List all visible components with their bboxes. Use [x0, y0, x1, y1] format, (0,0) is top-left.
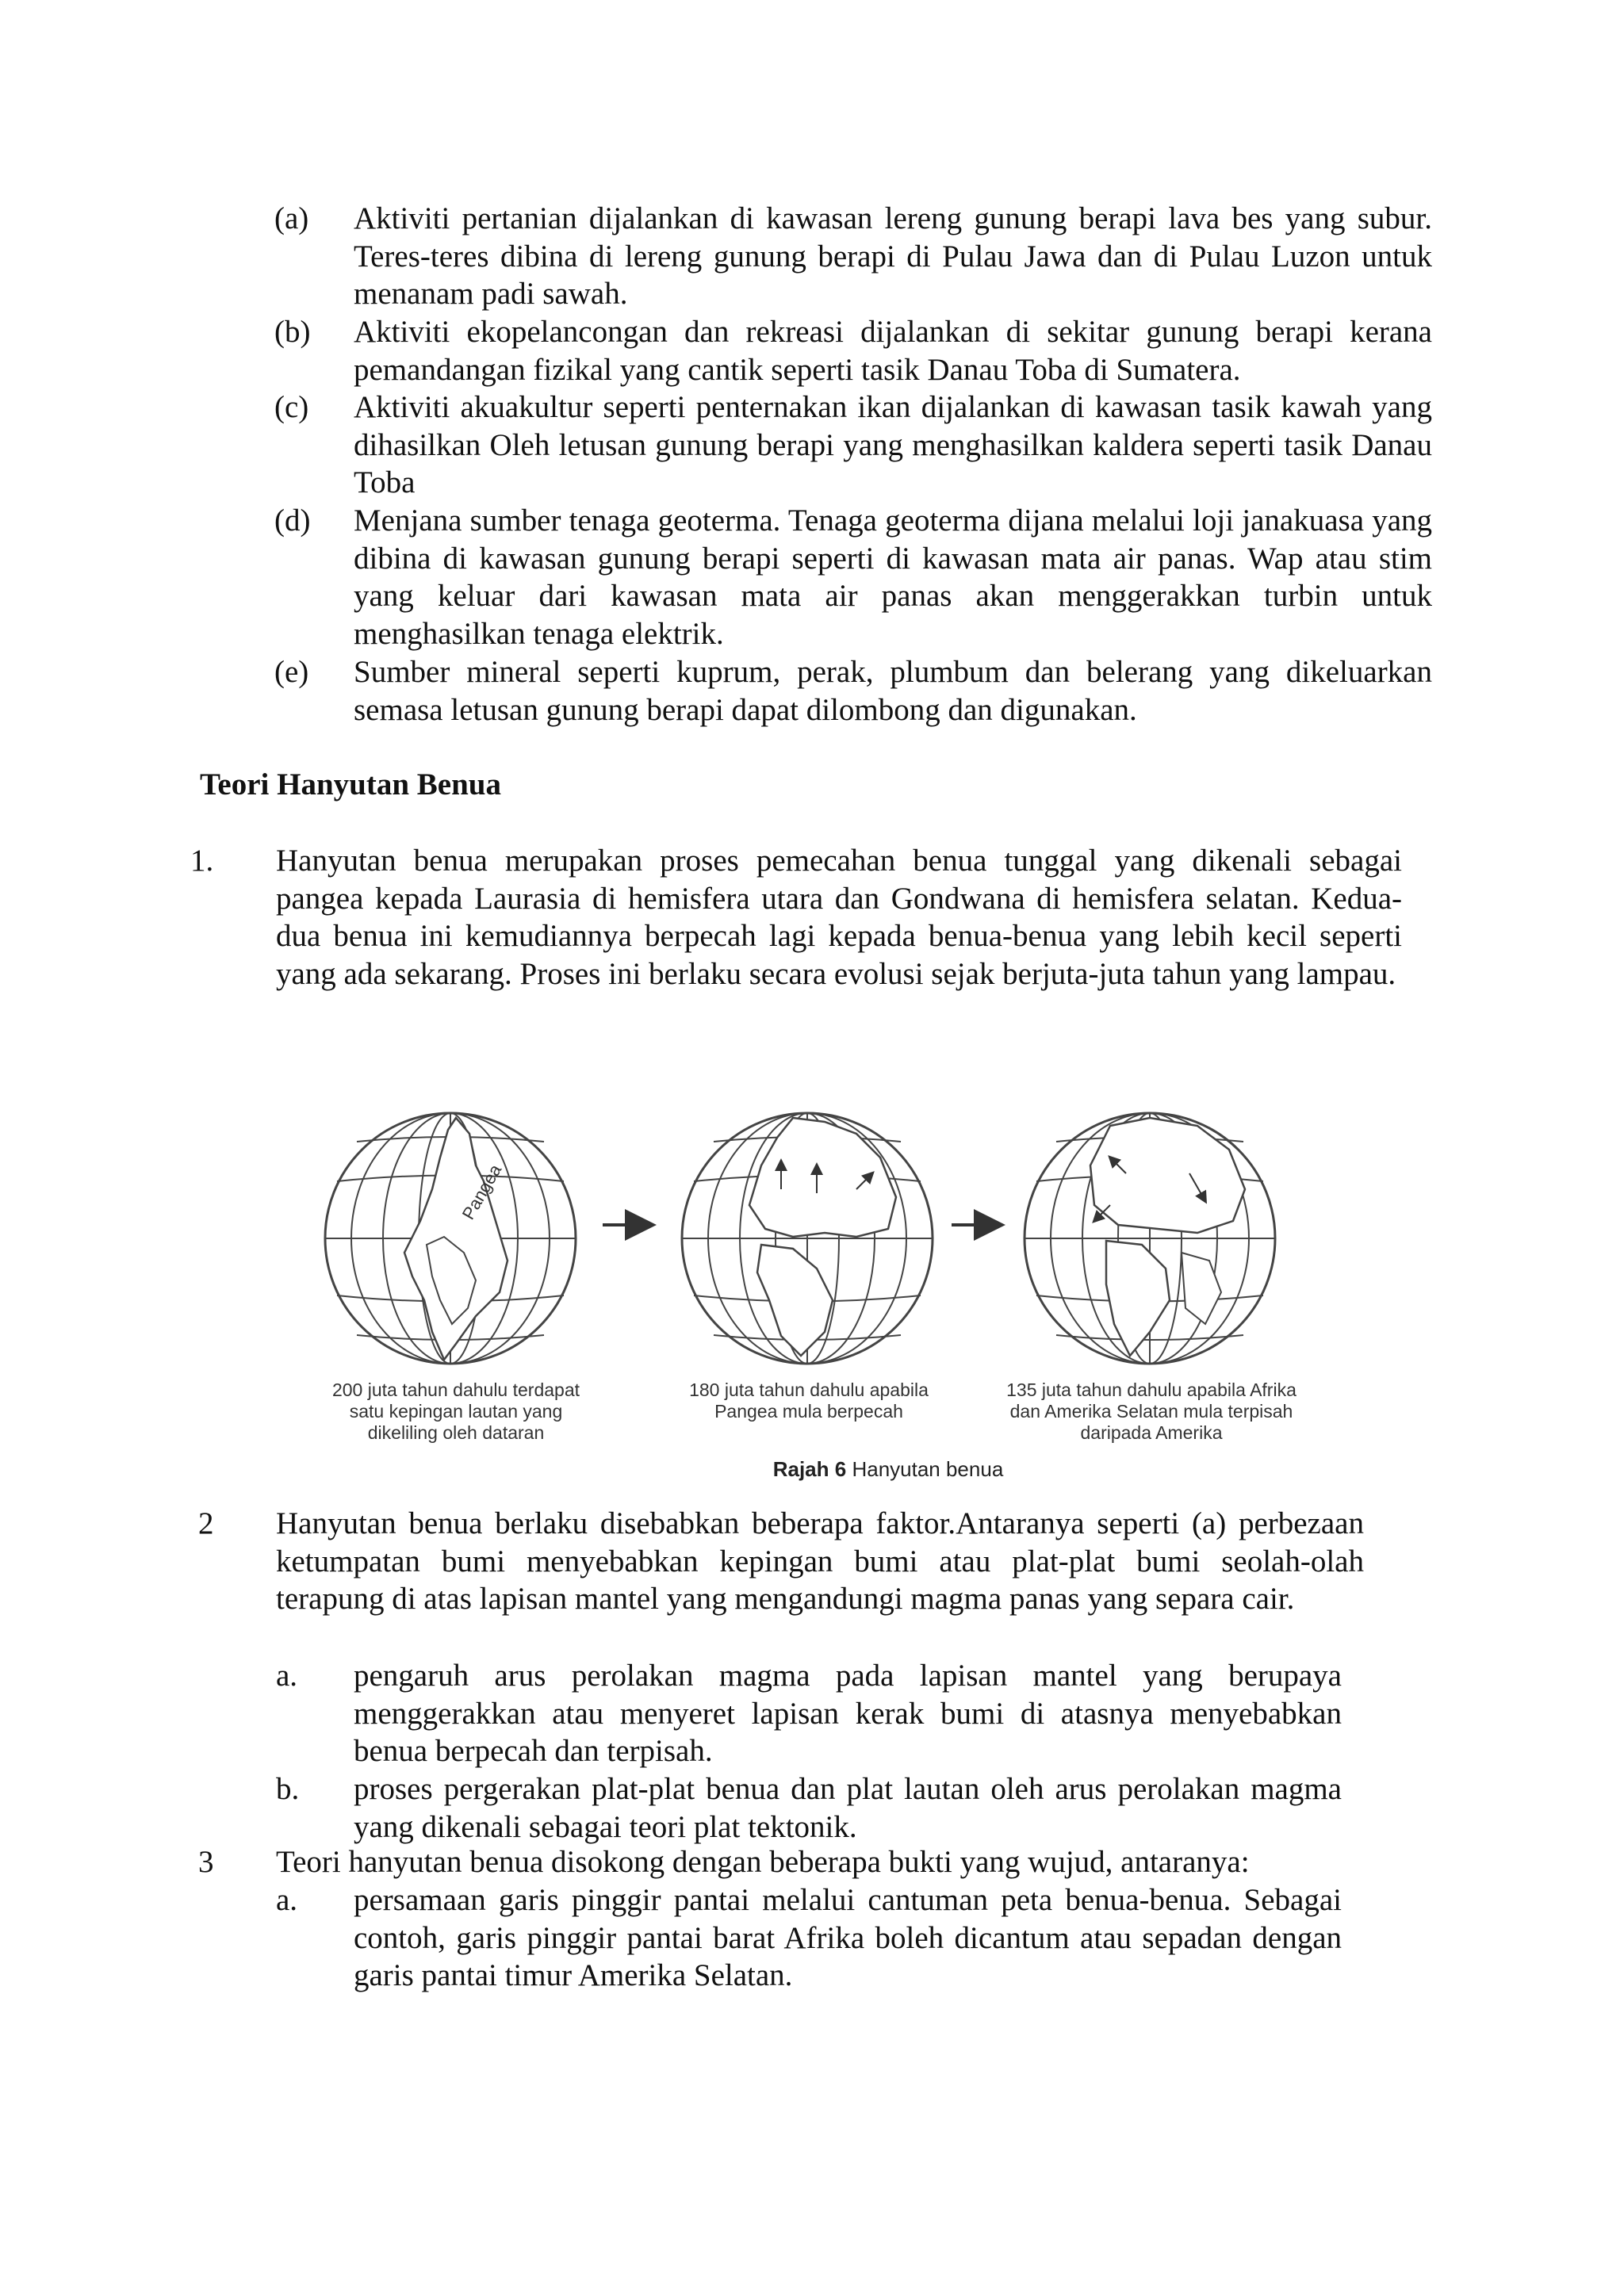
list-label: (b) — [274, 315, 311, 349]
caption-135-million: 135 juta tahun dahulu apabila Afrika dan Amerika Selatan mula terpisah daripada Amerika — [1006, 1380, 1297, 1443]
pangea-label: Pangea — [458, 1161, 506, 1223]
globe-200-million-years — [325, 1113, 576, 1364]
numbered-point-1 — [190, 842, 1402, 1032]
sub-label: b. — [276, 1772, 300, 1806]
continental-drift-figure — [0, 1062, 1624, 1490]
caption-200-million: 200 juta tahun dahulu terdapat satu kepingan lautan yang dikeliling oleh dataran — [331, 1380, 580, 1443]
sub-item-3a — [276, 1881, 1342, 1996]
numbered-point-3 — [198, 1843, 1364, 1883]
list-label: (d) — [274, 503, 311, 538]
figure-number: Rajah 6 — [772, 1457, 847, 1481]
figure-title — [690, 1457, 1086, 1482]
globe-180-million-years — [682, 1113, 933, 1364]
list-item-c — [274, 388, 1432, 503]
sub-label: a. — [276, 1883, 298, 1917]
point-text: Teori hanyutan benua disokong dengan beberapa bukti yang wujud, antaranya: — [276, 1845, 1250, 1879]
point-text: Hanyutan benua berlaku disebabkan beberapa faktor.Antaranya seperti (a) perbezaan ketumpatan bumi menyebabkan kepingan bumi atau plat-plat bumi seolah-olah terapung di atas lapisan mantel yang mengandungi magma panas yang separa cair. — [276, 1506, 1364, 1616]
sub-text: persamaan garis pinggir pantai melalui cantuman peta benua-benua. Sebagai contoh, garis pinggir pantai barat Afrika boleh dicantum atau sepadan dengan garis pantai timur Amerika Selatan. — [354, 1883, 1342, 1992]
point-number: 3 — [198, 1845, 214, 1879]
list-text: Aktiviti pertanian dijalankan di kawasan lereng gunung berapi lava bes yang subur. Teres-teres dibina di lereng gunung berapi di Pulau Jawa dan di Pulau Luzon untuk menanam padi sawah. — [354, 201, 1432, 311]
list-label: (c) — [274, 390, 309, 424]
sub-item-2a — [276, 1657, 1342, 1772]
sub-text: proses pergerakan plat-plat benua dan plat lautan oleh arus perolakan magma yang dikenali sebagai teori plat tektonik. — [354, 1772, 1342, 1844]
list-text: Aktiviti ekopelancongan dan rekreasi dijalankan di sekitar gunung berapi kerana pemandangan fizikal yang cantik seperti tasik Danau Toba di Sumatera. — [354, 315, 1432, 387]
figure-title-text: Hanyutan benua — [852, 1457, 1004, 1481]
list-text: Sumber mineral seperti kuprum, perak, plumbum dan belerang yang dikeluarkan semasa letusan gunung berapi dapat dilombong dan digunakan. — [354, 655, 1432, 727]
caption-180-million: 180 juta tahun dahulu apabila Pangea mula berpecah — [689, 1380, 929, 1422]
list-item-a — [274, 200, 1432, 315]
list-item-e — [274, 653, 1432, 731]
list-text: Menjana sumber tenaga geoterma. Tenaga geoterma dijana melalui loji janakuasa yang dibina di kawasan gunung berapi seperti di kawasan mata air panas. Wap atau stim yang keluar dari kawasan mata air panas akan menggerakkan turbin untuk menghasilkan tenaga elektrik. — [354, 503, 1432, 651]
globe-135-million-years — [1025, 1113, 1275, 1364]
list-text: Aktiviti akuakultur seperti penternakan ikan dijalankan di kawasan tasik kawah yang dihasilkan Oleh letusan gunung berapi yang menghasilkan kaldera seperti tasik Danau Toba — [354, 390, 1432, 499]
sub-text: pengaruh arus perolakan magma pada lapisan mantel yang berupaya menggerakkan atau menyeret lapisan kerak bumi di atasnya menyebabkan benua berpecah dan terpisah. — [354, 1659, 1342, 1768]
sub-label: a. — [276, 1659, 298, 1693]
list-item-b — [274, 313, 1432, 391]
sub-item-2b — [276, 1770, 1342, 1848]
point-number: 2 — [198, 1506, 214, 1540]
list-label: (a) — [274, 201, 309, 235]
section-heading: Teori Hanyutan Benua — [200, 767, 501, 802]
numbered-point-2 — [198, 1505, 1364, 1657]
list-label: (e) — [274, 655, 309, 689]
list-item-d — [274, 502, 1432, 654]
point-number: 1. — [190, 844, 214, 878]
point-text: Hanyutan benua merupakan proses pemecahan benua tunggal yang dikenali sebagai pangea kepada Laurasia di hemisfera utara dan Gondwana di hemisfera selatan. Kedua-dua benua ini kemudiannya berpecah lagi kepada benua-benua yang lebih kecil seperti yang ada sekarang. Proses ini berlaku secara evolusi sejak berjuta-juta tahun yang lampau. — [276, 844, 1402, 991]
